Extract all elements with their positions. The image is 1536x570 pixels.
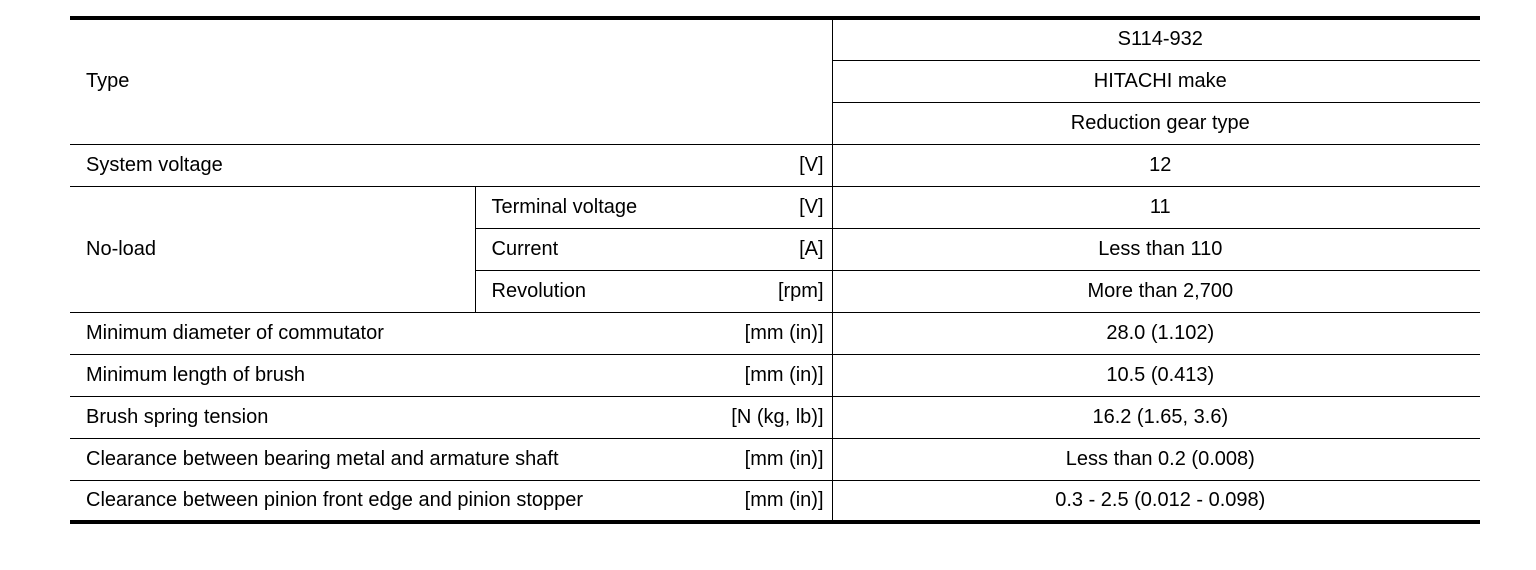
type-make-value: HITACHI make — [832, 60, 1480, 102]
current-value: Less than 110 — [832, 228, 1480, 270]
brush-length-unit: [mm (in)] — [688, 354, 832, 396]
revolution-value: More than 2,700 — [832, 270, 1480, 312]
terminal-voltage-value: 11 — [832, 186, 1480, 228]
table-row — [70, 186, 1480, 228]
bearing-clearance-label: Clearance between bearing metal and armature shaft — [70, 438, 688, 480]
type-gear-value: Reduction gear type — [832, 102, 1480, 144]
pinion-clearance-unit: [mm (in)] — [688, 480, 832, 522]
terminal-voltage-label: Terminal voltage — [475, 186, 688, 228]
commutator-diameter-label: Minimum diameter of commutator — [70, 312, 688, 354]
brush-length-label: Minimum length of brush — [70, 354, 688, 396]
table-row — [70, 312, 1480, 354]
table-row — [70, 396, 1480, 438]
terminal-voltage-unit: [V] — [688, 186, 832, 228]
no-load-label: No-load — [70, 186, 475, 312]
brush-spring-tension-unit: [N (kg, lb)] — [688, 396, 832, 438]
current-unit: [A] — [688, 228, 832, 270]
starter-spec-table — [70, 16, 1480, 524]
type-label: Type — [70, 18, 832, 144]
brush-spring-tension-value: 16.2 (1.65, 3.6) — [832, 396, 1480, 438]
brush-spring-tension-label: Brush spring tension — [70, 396, 688, 438]
table-row — [70, 438, 1480, 480]
system-voltage-unit: [V] — [688, 144, 832, 186]
current-label: Current — [475, 228, 688, 270]
table-row — [70, 354, 1480, 396]
system-voltage-value: 12 — [832, 144, 1480, 186]
brush-length-value: 10.5 (0.413) — [832, 354, 1480, 396]
system-voltage-label: System voltage — [70, 144, 688, 186]
commutator-diameter-unit: [mm (in)] — [688, 312, 832, 354]
commutator-diameter-value: 28.0 (1.102) — [832, 312, 1480, 354]
pinion-clearance-value: 0.3 - 2.5 (0.012 - 0.098) — [832, 480, 1480, 522]
table-row — [70, 18, 1480, 60]
table-row — [70, 480, 1480, 522]
bearing-clearance-unit: [mm (in)] — [688, 438, 832, 480]
bearing-clearance-value: Less than 0.2 (0.008) — [832, 438, 1480, 480]
type-model-value: S114-932 — [832, 18, 1480, 60]
revolution-label: Revolution — [475, 270, 688, 312]
pinion-clearance-label: Clearance between pinion front edge and pinion stopper — [70, 480, 688, 522]
revolution-unit: [rpm] — [688, 270, 832, 312]
table-row — [70, 144, 1480, 186]
